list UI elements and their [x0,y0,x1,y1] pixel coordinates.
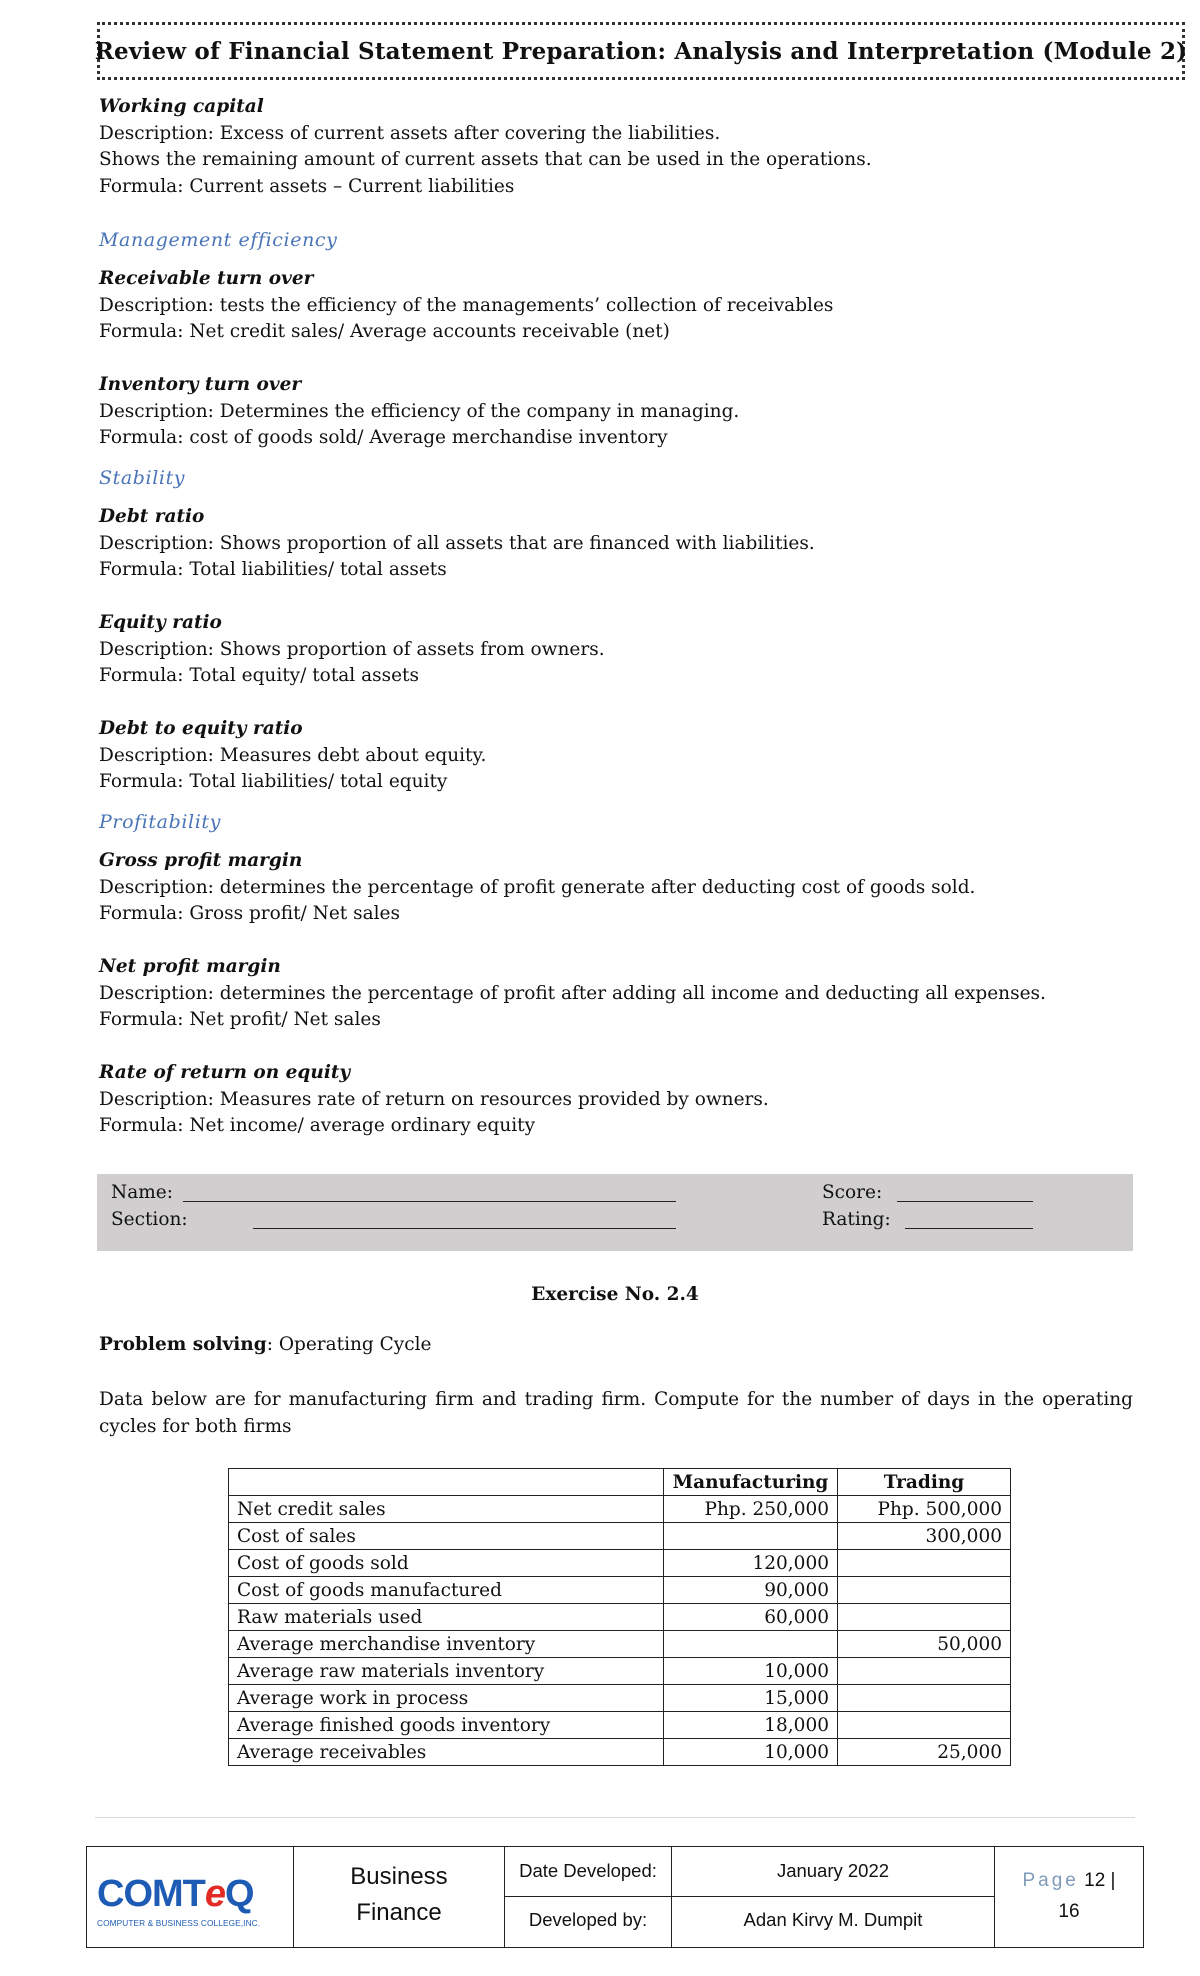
table-header-cell: Trading [838,1469,1011,1496]
rating-field[interactable] [905,1228,1033,1229]
table-row [229,1604,1011,1631]
section-field[interactable] [253,1228,676,1229]
table-cell: 120,000 [664,1550,838,1577]
table-cell: 10,000 [664,1658,838,1685]
formula-net-profit-margin: Formula: Net profit/ Net sales [99,1009,381,1030]
formula-debt-ratio: Formula: Total liabilities/ total assets [99,559,447,580]
table-row [229,1712,1011,1739]
category-management-efficiency: Management efficiency [99,228,338,251]
exercise-title: Exercise No. 2.4 [531,1284,699,1305]
formula-debt-to-equity: Formula: Total liabilities/ total equity [99,771,448,792]
desc-equity-ratio: Description: Shows proportion of assets from owners. [99,638,605,660]
desc-debt-to-equity: Description: Measures debt about equity. [99,744,487,766]
table-row [229,1739,1011,1766]
table-cell: 300,000 [838,1523,1011,1550]
formula-inventory-turnover: Formula: cost of goods sold/ Average merchandise inventory [99,427,668,448]
desc-gross-profit-margin: Description: determines the percentage of profit generate after deducting cost of goods sold. [99,876,976,898]
table-cell [838,1550,1011,1577]
page-word: Page [1022,1870,1079,1891]
desc-receivable-turnover: Description: tests the efficiency of the managements’ collection of receivables [99,294,834,316]
table-header-cell [229,1469,664,1496]
footer-divider [95,1817,1135,1818]
table-cell: Php. 500,000 [838,1496,1011,1523]
desc-inventory-turnover: Description: Determines the efficiency of the company in managing. [99,400,740,422]
row-label: Average finished goods inventory [229,1712,664,1739]
name-label: Name: [111,1182,173,1203]
row-label: Raw materials used [229,1604,664,1631]
table-cell: 10,000 [664,1739,838,1766]
date-developed-label: Date Developed: [519,1860,657,1881]
row-label: Cost of goods manufactured [229,1577,664,1604]
comteq-logo: COMTeQ [97,1873,254,1915]
row-label: Average merchandise inventory [229,1631,664,1658]
ratio-definitions [99,94,1139,1140]
problem-solving-line [99,1334,431,1355]
row-label: Average work in process [229,1685,664,1712]
rating-label: Rating: [822,1209,891,1230]
operating-cycle-table [228,1468,1011,1766]
table-cell [838,1577,1011,1604]
formula-roe: Formula: Net income/ average ordinary equity [99,1115,536,1136]
table-row [229,1577,1011,1604]
term-working-capital: Working capital [99,96,264,117]
table-row [229,1631,1011,1658]
term-equity-ratio: Equity ratio [99,612,222,633]
table-cell: 25,000 [838,1739,1011,1766]
section-label: Section: [111,1209,188,1230]
table-row [229,1685,1011,1712]
table-header-cell: Manufacturing [664,1469,838,1496]
table-row [229,1496,1011,1523]
table-cell [838,1658,1011,1685]
formula-receivable-turnover: Formula: Net credit sales/ Average accounts receivable (net) [99,321,670,342]
table-cell [838,1685,1011,1712]
student-info-bar [97,1174,1133,1251]
category-stability: Stability [99,466,186,489]
developed-by-label: Developed by: [528,1909,648,1930]
term-gross-profit-margin: Gross profit margin [99,850,303,871]
table-row [229,1658,1011,1685]
row-label: Cost of goods sold [229,1550,664,1577]
header-title: Review of Financial Statement Preparation: Analysis and Interpretation (Module 2) [94,37,1188,65]
table-header-row [229,1469,1011,1496]
problem-label: Problem solving [99,1334,267,1355]
date-developed-value: January 2022 [776,1860,890,1881]
row-label: Average receivables [229,1739,664,1766]
table-cell: 60,000 [664,1604,838,1631]
formula-gross-profit-margin: Formula: Gross profit/ Net sales [99,903,400,924]
page-total: 16 [1058,1901,1080,1922]
footer-box [86,1846,1144,1948]
term-net-profit-margin: Net profit margin [99,956,281,977]
table-row [229,1523,1011,1550]
table-cell: 90,000 [664,1577,838,1604]
table-cell [838,1712,1011,1739]
row-label: Average raw materials inventory [229,1658,664,1685]
table-cell: 50,000 [838,1631,1011,1658]
table-row [229,1550,1011,1577]
name-field[interactable] [183,1201,676,1202]
term-debt-ratio: Debt ratio [99,506,205,527]
table-cell [664,1631,838,1658]
table-cell: 15,000 [664,1685,838,1712]
logo-cell [87,1847,293,1947]
table-cell [664,1523,838,1550]
table-cell [838,1604,1011,1631]
page-current: 12 | [1084,1870,1116,1891]
problem-topic: : Operating Cycle [266,1334,432,1355]
formula-equity-ratio: Formula: Total equity/ total assets [99,665,419,686]
desc-debt-ratio: Description: Shows proportion of all assets that are financed with liabilities. [99,532,815,554]
page-number [995,1865,1143,1927]
score-label: Score: [822,1182,883,1203]
score-field[interactable] [897,1201,1033,1202]
logo-subtitle: COMPUTER & BUSINESS COLLEGE,INC. [97,1918,261,1928]
table-cell: Php. 250,000 [664,1496,838,1523]
desc-working-capital: Description: Excess of current assets after covering the liabilities. [99,122,721,144]
desc-roe: Description: Measures rate of return on resources provided by owners. [99,1088,769,1110]
header-box [94,22,1188,80]
desc2-working-capital: Shows the remaining amount of current assets that can be used in the operations. [99,149,872,170]
term-inventory-turnover: Inventory turn over [99,374,302,395]
desc-net-profit-margin: Description: determines the percentage of profit after adding all income and deducting all expenses. [99,982,1046,1004]
term-debt-to-equity: Debt to equity ratio [99,718,303,739]
row-label: Cost of sales [229,1523,664,1550]
table-cell: 18,000 [664,1712,838,1739]
formula-working-capital: Formula: Current assets – Current liabilities [99,175,515,197]
category-profitability: Profitability [99,810,221,833]
row-label: Net credit sales [229,1496,664,1523]
developed-by-value: Adan Kirvy M. Dumpit [743,1909,923,1930]
term-receivable-turnover: Receivable turn over [99,268,314,289]
exercise-instructions: Data below are for manufacturing firm and trading firm. Compute for the number of days in the operating cycles for both firms [99,1389,1133,1437]
subject-name: Business Finance [350,1863,448,1926]
term-roe: Rate of return on equity [99,1062,351,1083]
